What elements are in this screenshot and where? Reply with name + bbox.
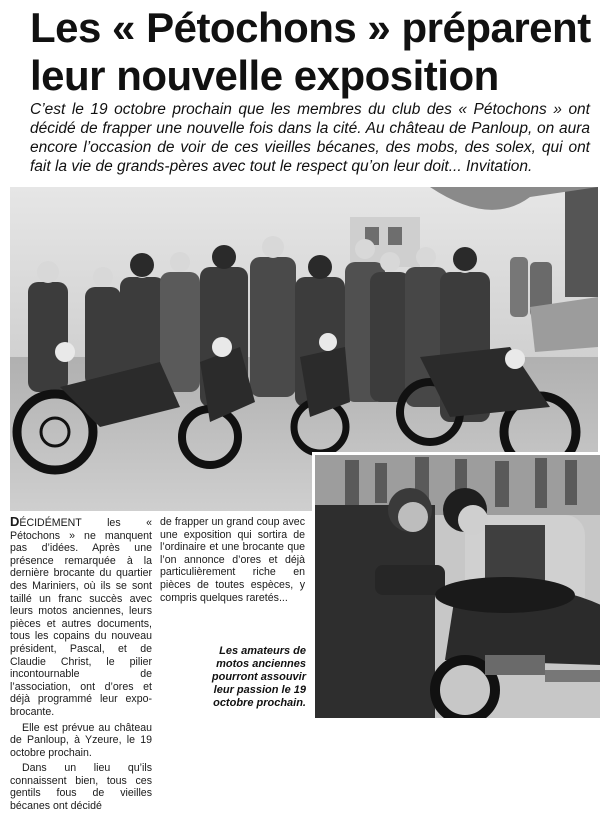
dropcap: D	[10, 514, 20, 529]
article-column-2	[160, 516, 305, 607]
headline	[30, 4, 595, 100]
photo-caption: Les amateurs de motos anciennes pourront assouvir leur passion le 19 octobre prochain.	[211, 645, 306, 709]
paragraph-2: Elle est prévue au château de Panloup, à Yzeure, le 19 octobre prochain.	[10, 721, 152, 759]
headline-line-2: leur nouvelle exposition	[30, 52, 499, 99]
detail-photo-illustration	[315, 455, 600, 718]
paragraph-1	[10, 516, 152, 719]
headline-line-1: Les « Pétochons » préparent	[30, 4, 591, 51]
detail-photo	[312, 452, 600, 718]
lede: C’est le 19 octobre prochain que les membres du club des « Pétochons » ont décidé de frapper une nouvelle fois dans la cité. Au château de Panloup, on aura encore l’occasion de voir de ces vieilles bécanes, des mobs, des solex, qui ont fait la vie de grands-pères avec tout le respect qu’on leur doit... Invitation.	[30, 101, 590, 175]
paragraph-1-text: ÉCIDÉMENT les « Pétochons » ne manquent pas d’idées. Après une présence remarquée à la dernière brocante du quartier des Mariniers, où ils se sont taillé un franc succès avec leurs motos anciennes, leurs pièces et autres documents, tous les copains du nouveau président, Pascal, et de Claudie Christ, le pilier incontournable de l’association, ont d’ores et déjà programmé leur expo-brocante.	[10, 517, 152, 718]
article-column-1	[10, 516, 152, 816]
paragraph-3: Dans un lieu qu’ils connaissent bien, tous ces gentils fous de vieilles bécanes ont décidé	[10, 762, 152, 813]
paragraph-4: de frapper un grand coup avec une exposition qui sortira de l’ordinaire et une brocante que l’on annonce d’ores et déjà particulièrement riche en pièces de toutes espèces, y compris quelques raretés...	[160, 516, 305, 604]
